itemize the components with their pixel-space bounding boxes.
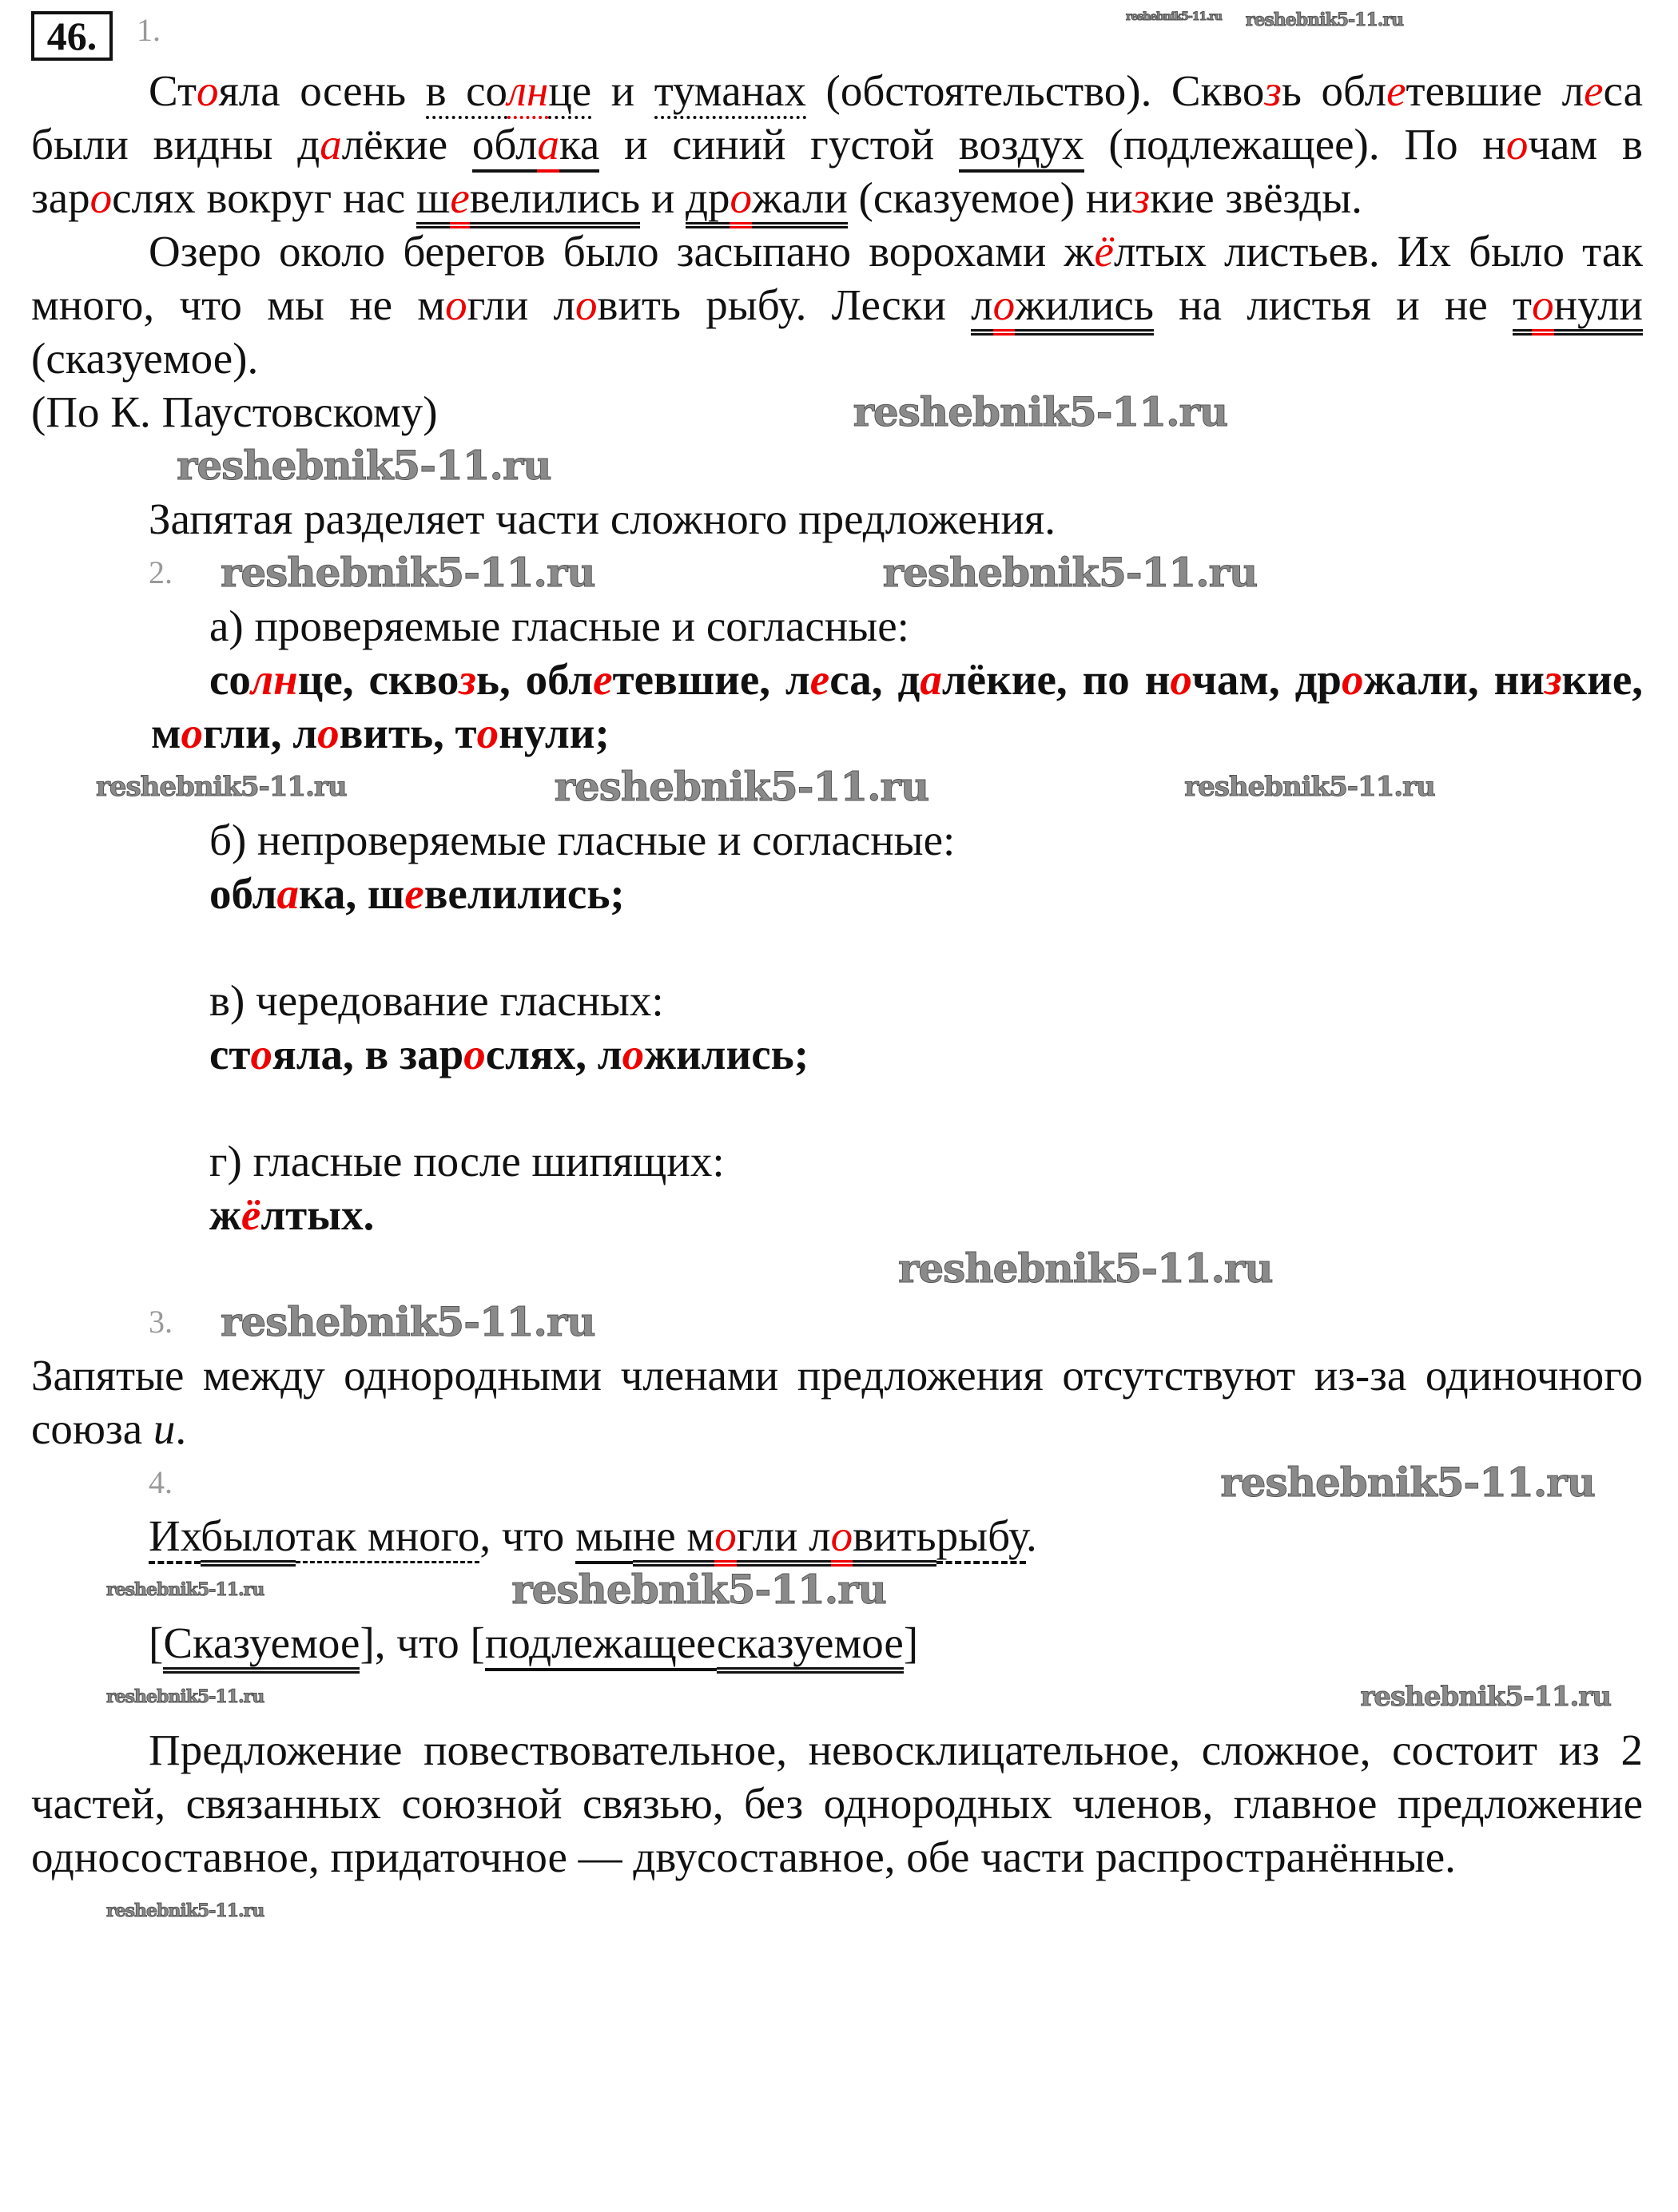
part-c-words: [209, 1027, 1643, 1081]
text-fragment: чам, др: [1191, 655, 1342, 704]
text-fragment: са, д: [829, 655, 921, 704]
part-d-words: [209, 1188, 1643, 1241]
watermark: reshebnik5-11.ru: [106, 1900, 264, 1921]
task-number: 46.: [31, 11, 113, 61]
highlighted-letter: о: [1170, 655, 1192, 704]
part-a-words: [151, 653, 1643, 760]
highlighted-letter: о: [463, 1030, 486, 1078]
text-fragment: Ст: [149, 66, 197, 115]
underlined-fragment: ш: [416, 173, 450, 228]
text-fragment: ь обл: [1281, 66, 1387, 115]
watermark: reshebnik5-11.ru: [177, 441, 551, 489]
highlighted-letter: о: [317, 709, 340, 757]
highlighted-letter: о: [197, 66, 219, 115]
text-section-3: [31, 1348, 1643, 1455]
text-fragment: слях вокруг нас: [112, 173, 416, 222]
text-fragment: слях, л: [485, 1030, 622, 1078]
page-content: [31, 11, 1643, 1937]
underlined-fragment: вить: [853, 1511, 936, 1567]
underlined-fragment: др: [686, 173, 730, 228]
highlighted-letter: ё: [1094, 227, 1114, 276]
underlined-fragment: т: [1513, 280, 1532, 336]
text-fragment: ж: [209, 1190, 241, 1239]
underlined-fragment: Сказуемое: [163, 1618, 360, 1674]
author-row: [31, 385, 1643, 439]
watermark: reshebnik5-11.ru: [221, 548, 595, 596]
text-fragment: и: [640, 173, 686, 222]
text-fragment: лтых.: [260, 1190, 375, 1239]
watermark-row: [31, 439, 1643, 492]
highlighted-letter: з: [1132, 173, 1151, 222]
part-b-words: [209, 867, 1643, 920]
highlighted-letter: лн: [507, 66, 548, 119]
watermark: reshebnik5-11.ru: [1184, 770, 1435, 803]
blank-row: [31, 1081, 1643, 1134]
watermark: reshebnik5-11.ru: [511, 1565, 886, 1613]
text-paragraph-2: [31, 224, 1643, 385]
section-number-1: 1.: [137, 12, 161, 48]
watermark: reshebnik5-11.ru: [882, 548, 1258, 596]
watermark: reshebnik5-11.ru: [1245, 10, 1403, 30]
text-fragment: ь, обл: [475, 655, 594, 704]
watermark: reshebnik5-11.ru: [898, 1244, 1273, 1292]
underlined-fragment: так много: [296, 1511, 479, 1563]
underlined-fragment: це: [548, 66, 591, 119]
highlighted-letter: о: [89, 173, 113, 222]
watermark: reshebnik5-11.ru: [1126, 10, 1222, 23]
text-fragment: ст: [209, 1030, 251, 1078]
text-fragment: (подлежащее). По н: [1084, 120, 1506, 169]
text-fragment: жились;: [644, 1030, 809, 1078]
underlined-fragment: Их: [149, 1511, 201, 1564]
text-fragment: лтых листьев. Их было так много, что мы не м: [31, 227, 1643, 329]
comma-note: Запятая разделяет части сложного предложения.: [149, 494, 1056, 543]
watermark: reshebnik5-11.ru: [106, 1686, 264, 1707]
watermark: reshebnik5-11.ru: [853, 387, 1228, 435]
watermark-row: [31, 760, 1643, 813]
text-fragment: тевшие л: [1406, 66, 1585, 115]
watermark: reshebnik5-11.ru: [1220, 1458, 1595, 1506]
underlined-fragment: обл: [472, 120, 538, 173]
highlighted-letter: е: [809, 655, 830, 704]
text-fragment: чам в зар: [31, 120, 1643, 222]
highlighted-letter: о: [445, 280, 467, 329]
underlined-fragment: нули: [1554, 280, 1643, 336]
text-fragment: обл: [209, 869, 277, 918]
text-fragment: , что: [479, 1511, 576, 1560]
part-c-label: в) чередование гласных:: [209, 976, 664, 1025]
highlighted-letter: о: [1532, 280, 1554, 336]
text-fragment: и: [591, 66, 654, 115]
watermark-row: [31, 1884, 1643, 1937]
highlighted-letter: о: [250, 1030, 272, 1078]
text-fragment: жали, ни: [1363, 655, 1545, 704]
section-number-3: 3.: [149, 1304, 173, 1340]
highlighted-letter: о: [476, 709, 499, 757]
highlighted-letter: з: [459, 655, 476, 704]
highlighted-letter: о: [622, 1030, 645, 1078]
text-fragment: гли л: [467, 280, 575, 329]
highlighted-letter: а: [320, 120, 342, 169]
text-fragment: гли, л: [202, 709, 318, 757]
underlined-fragment: в со: [426, 66, 507, 119]
highlighted-letter: е: [593, 655, 613, 704]
underlined-fragment: не м: [633, 1511, 714, 1567]
text-fragment: вить рыбу. Лески: [597, 280, 972, 329]
text-fragment: кие звёзды.: [1150, 173, 1362, 222]
underlined-fragment: было: [201, 1511, 296, 1567]
text-fragment: яла, в зар: [272, 1030, 464, 1078]
underlined-fragment: воздух: [959, 120, 1084, 173]
underlined-fragment: жились: [1015, 280, 1154, 336]
underlined-fragment: жали: [752, 173, 848, 228]
section-number-2: 2.: [149, 554, 173, 590]
text-fragment: це, скво: [297, 655, 459, 704]
text-fragment: (обстоятельство). Скво: [805, 66, 1265, 115]
author-credit: (По К. Паустовскому): [31, 387, 438, 436]
underlined-fragment: рыбу: [936, 1511, 1026, 1564]
text-paragraph-1: [31, 64, 1643, 224]
text-fragment: (сказуемое) ни: [847, 173, 1133, 222]
text-fragment: ]: [903, 1618, 919, 1667]
text-fragment: ], что [: [360, 1618, 485, 1667]
text-fragment: яла осень: [218, 66, 426, 115]
watermark-row: [31, 1241, 1643, 1295]
underlined-fragment: л: [971, 280, 992, 336]
text-fragment: [: [149, 1618, 164, 1667]
watermark: reshebnik5-11.ru: [221, 1297, 595, 1345]
highlighted-letter: е: [404, 869, 424, 918]
highlighted-letter: о: [730, 173, 752, 228]
part-a-label: а) проверяемые гласные и согласные:: [209, 602, 909, 650]
header-row: [31, 11, 1643, 64]
underlined-fragment: мы: [575, 1511, 633, 1564]
highlighted-letter: о: [575, 280, 598, 329]
text-fragment: вить, т: [339, 709, 477, 757]
text-fragment: кие, м: [151, 655, 1643, 757]
highlighted-letter: е: [1584, 66, 1604, 115]
highlighted-letter: е: [1386, 66, 1406, 115]
sentence-analysis: [31, 1509, 1643, 1563]
section-4-row: [31, 1455, 1643, 1509]
text-fragment: лёкие: [341, 120, 472, 169]
text-fragment: на листья и не: [1153, 280, 1513, 329]
highlighted-letter: з: [1264, 66, 1282, 115]
underlined-fragment: туманах: [654, 66, 806, 119]
blank-row: [31, 920, 1643, 974]
underlined-fragment: ка: [559, 120, 599, 173]
text-fragment: нули;: [499, 709, 610, 757]
text-fragment: ка, ш: [299, 869, 405, 918]
highlighted-letter: а: [920, 655, 942, 704]
highlighted-letter: о: [181, 709, 203, 757]
sentence-characteristics: Предложение повествовательное, невосклицательное, сложное, состоит из 2 частей, связанных союзной связью, без однородных членов, главное предложение односоставное, придаточное — двусоставное, обе части распространённые.: [31, 1726, 1643, 1881]
watermark-row: [31, 1670, 1643, 1723]
part-d-label: г) гласные после шипящих:: [209, 1137, 725, 1185]
watermark: reshebnik5-11.ru: [106, 1579, 264, 1600]
text-fragment: .: [1025, 1511, 1037, 1560]
watermark: reshebnik5-11.ru: [554, 762, 929, 810]
text-fragment: тевшие, л: [612, 655, 810, 704]
highlighted-letter: о: [831, 1511, 853, 1567]
watermark: reshebnik5-11.ru: [96, 770, 347, 803]
watermark: reshebnik5-11.ru: [1360, 1680, 1611, 1713]
section-2-row: [31, 546, 1643, 599]
highlighted-letter: о: [1505, 120, 1529, 169]
highlighted-letter: ё: [241, 1190, 261, 1239]
watermark-row: [31, 1563, 1643, 1616]
highlighted-letter: а: [276, 869, 299, 918]
text-fragment: велились;: [423, 869, 625, 918]
text-fragment: Запятые между однородными членами предложения отсутствуют из-за одиночного союза: [31, 1351, 1643, 1453]
section-number-4: 4.: [149, 1464, 173, 1500]
highlighted-letter: о: [1342, 655, 1364, 704]
text-fragment: .: [175, 1404, 187, 1453]
section-3-row: [31, 1295, 1643, 1348]
highlighted-letter: з: [1544, 655, 1562, 704]
text-fragment: и: [153, 1404, 176, 1453]
text-fragment: лёкие, по н: [941, 655, 1171, 704]
highlighted-letter: а: [537, 120, 559, 173]
part-b-label: б) непроверяемые гласные и согласные:: [209, 816, 956, 864]
underlined-fragment: гли л: [737, 1511, 831, 1567]
text-fragment: Озеро около берегов было засыпано ворохами ж: [149, 227, 1095, 276]
text-fragment: са были видны д: [31, 66, 1644, 169]
text-fragment: и синий густой: [599, 120, 959, 169]
text-fragment: (сказуемое).: [31, 334, 259, 383]
highlighted-letter: е: [450, 173, 469, 228]
text-fragment: со: [209, 655, 251, 704]
underlined-fragment: велились: [470, 173, 640, 228]
underlined-fragment: подлежащее: [485, 1618, 717, 1671]
sentence-scheme: [31, 1616, 1643, 1670]
underlined-fragment: сказуемое: [717, 1618, 904, 1674]
highlighted-letter: о: [993, 280, 1016, 336]
highlighted-letter: о: [714, 1511, 737, 1567]
highlighted-letter: лн: [250, 655, 298, 704]
